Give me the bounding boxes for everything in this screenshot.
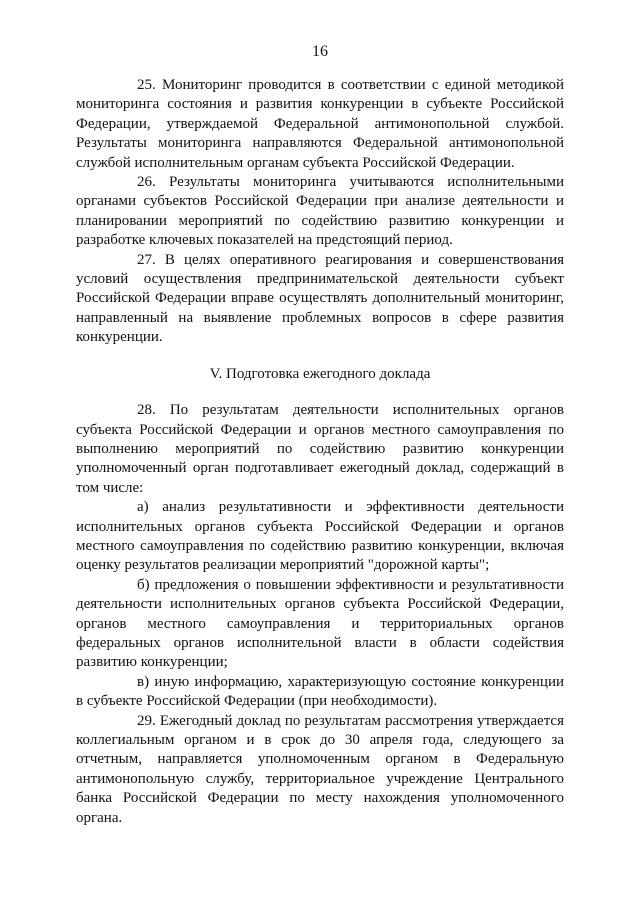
section-heading: V. Подготовка ежегодного доклада [209, 365, 431, 382]
paragraph-28: 28. По результатам деятельности исполнительных органов субъекта Российской Федерации и органов местного самоуправления по выполнению мероприятий по содействию развитию конкуренции уполномоченный орган подготавливает ежегодный доклад, содержащий в том числе: [76, 402, 564, 496]
document-body [76, 76, 564, 828]
page-number: 16 [312, 43, 328, 60]
paragraph-28-item-b: б) предложения о повышении эффективности и результативности деятельности исполнительных органов субъекта Российской Федерации, органов местного самоуправления и территориальных органов федеральных органов исполнительной власти в области содействия развитию конкуренции; [76, 576, 564, 671]
paragraph-26: 26. Результаты мониторинга учитываются исполнительными органами субъектов Российской Федерации при анализе деятельности и планировании мероприятий по содействию развитию конкуренции и разработке ключевых показателей на предстоящий период. [76, 174, 564, 249]
paragraph-28-item-a: а) анализ результативности и эффективности деятельности исполнительных органов субъекта Российской Федерации и органов местного самоуправления по содействию развитию конкуренции, включая оценку результатов реализации мероприятий "дорожной карты"; [76, 499, 564, 574]
paragraph-29: 29. Ежегодный доклад по результатам рассмотрения утверждается коллегиальным органом и в срок до 30 апреля года, следующего за отчетным, направляется уполномоченным органом в Федеральную антимонопольную службу, территориальное учреждение Центрального банка Российской Федерации по месту нахождения уполномоченного органа. [76, 712, 564, 826]
paragraph-28-item-c: в) иную информацию, характеризующую состояние конкуренции в субъекте Российской Федерации (при необходимости). [76, 673, 564, 710]
paragraph-25: 25. Мониторинг проводится в соответствии с единой методикой мониторинга состояния и развития конкуренции в субъекте Российской Федерации, утверждаемой Федеральной антимонопольной службой. Результаты мониторинга направляются Федеральной антимонопольной службой исполнительным органам субъекта Российской Федерации. [76, 77, 564, 171]
paragraph-27: 27. В целях оперативного реагирования и совершенствования условий осуществления предпринимательской деятельности субъект Российской Федерации вправе осуществлять дополнительный мониторинг, направленный на выявление проблемных вопросов в сфере развития конкуренции. [76, 251, 564, 346]
